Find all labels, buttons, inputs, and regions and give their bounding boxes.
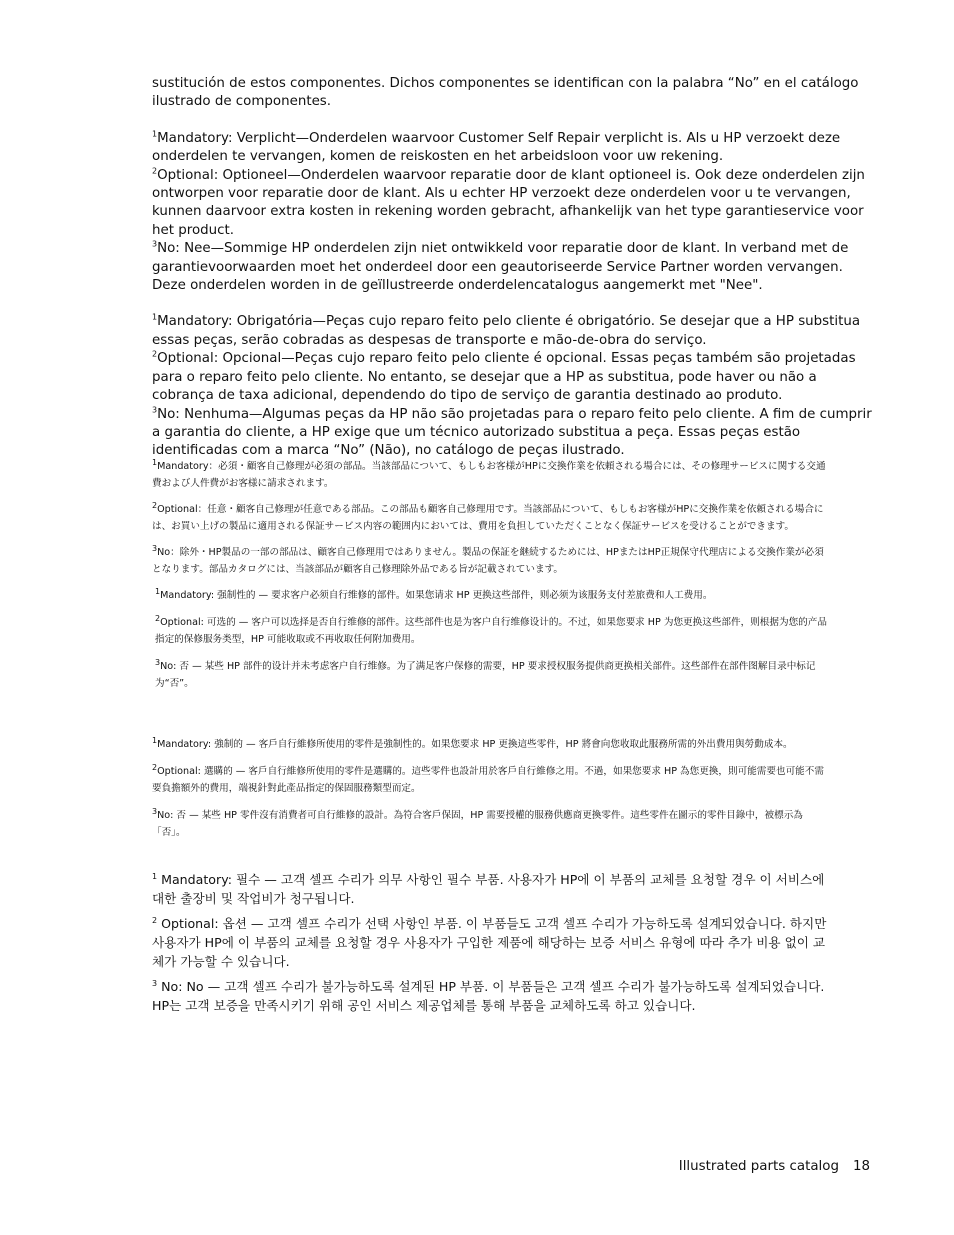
nl-optional: $^2$Optional: Optioneel—Onderdelen waarvoor reparatie door de klant optioneel is. Ook deze onderdelen zijn ontworpen voor reparatie door de klant. Als u echter HP verzoekt deze onderdelen voor u te vervangen, kunnen daarvoor extra kosten in rekening worden gebracht, afhankelijk van het type garantieservice voor het product. — [152, 166, 865, 238]
japanese-section — [152, 458, 832, 587]
korean-section — [152, 870, 832, 1021]
nl-no: $^3$No: Nee—Sommige HP onderdelen zijn niet ontwikkeld voor reparatie door de klant. In verband met de garantievoorwaarden moet het onderdeel door een geautoriseerde Service Partner worden vervangen. Deze onderdelen worden in de geïllustreerde onderdelencatalogus aangemerkt met "Nee". — [152, 239, 849, 294]
ja-optional: $^2$Optional：任意・顧客自己修理が任意である部品。この部品も顧客自己修理用です。当該部品について、もしもお客様がHPに交換作業を依頼される場合には、お買い上げの製品に適用される保証サービス内容の範囲内においては、費用を負担していただくことなく保証サービスを受けることができます。 — [152, 500, 824, 532]
spanish-tail-paragraph: sustitución de estos componentes. Dichos componentes se identifican con la palabra “No” en el catálogo ilustrado de componentes. — [152, 76, 859, 110]
pt-mandatory: $^1$Mandatory: Obrigatória—Peças cujo reparo feito pelo cliente é obrigatório. Se desejar que a HP substitua essas peças, serão cobradas as despesas de transporte e mão-de-obra do serviço. — [152, 313, 861, 348]
ko-optional: $^2$ Optional: 옵션 — 고객 셀프 수리가 선택 사항인 부품. 이 부품들도 고객 셀프 수리가 가능하도록 설계되었습니다. 하지만 사용자가 HP에 이 부품의 교체를 요청할 경우 사용자가 구입한 제품에 해당하는 보증 서비스 유형에 따라 추가 비용 없이 교체가 가능할 수 있습니다. — [152, 915, 827, 969]
ja-mandatory: $^1$Mandatory：必須・顧客自己修理が必須の部品。当該部品について、もしもお客様がHPに交換作業を依頼される場合には、その修理サービスに関する交通費および人件費がお客様に請求されます。 — [152, 457, 826, 489]
zh-cn-optional: $^2$Optional: 可选的 — 客户可以选择是否自行维修的部件。这些部件也是为客户自行维修设计的。不过，如果您要求 HP 为您更换这些部件，则根据为您的产品指定的保修服务类型，HP 可能收取或不再收取任何附加费用。 — [155, 613, 827, 645]
pt-optional: $^2$Optional: Opcional—Peças cujo reparo feito pelo cliente é opcional. Essas peças também são projetadas para o reparo feito pelo cliente. No entanto, se desejar que a HP as substitua, pode haver ou não a cobrança de taxa adicional, dependendo do tipo de serviço de garantia destinado ao produto. — [152, 349, 856, 404]
dutch-section — [152, 130, 872, 296]
zh-cn-no: $^3$No: 否 — 某些 HP 部件的设计并未考虑客户自行维修。为了满足客户保修的需要，HP 要求授权服务提供商更换相关部件。这些部件在部件图解目录中标记为“否”。 — [155, 657, 816, 689]
ja-no: $^3$No：除外・HP製品の一部の部品は、顧客自己修理用ではありません。製品の保証を継続するためには、HPまたはHP正規保守代理店による交換作業が必須となります。部品カタログには、当該部品が顧客自己修理除外品である旨が記載されています。 — [152, 543, 824, 575]
simplified-chinese-section — [155, 587, 835, 702]
ko-no: $^3$ No: No — 고객 셀프 수리가 불가능하도록 설계된 HP 부품. 이 부품들은 고객 셀프 수리가 불가능하도록 설계되었습니다. HP는 고객 보증을 만족시키기 위해 공인 서비스 제공업체를 통해 부품을 교체하도록 하고 있습니다. — [152, 978, 825, 1013]
nl-mandatory: $^1$Mandatory: Verplicht—Onderdelen waarvoor Customer Self Repair verplicht is. Als u HP verzoekt deze onderdelen te vervangen, komen de reiskosten en het arbeidsloon voor uw rekening. — [152, 129, 841, 165]
body-text — [152, 75, 872, 461]
pt-no: $^3$No: Nenhuma—Algumas peças da HP não são projetadas para o reparo feito pelo cliente. A fim de cumprir a garantia do cliente, a HP exige que um técnico autorizado substitua a peça. Essas peças estão identificadas com a marca “No” (Não), no catálogo de peças ilustrado. — [152, 405, 872, 459]
zh-cn-mandatory: $^1$Mandatory: 强制性的 — 要求客户必须自行维修的部件。如果您请求 HP 更换这些部件，则必须为该服务支付差旅费和人工费用。 — [155, 586, 713, 601]
zh-tw-no: $^3$No: 否 — 某些 HP 零件沒有消費者可自行維修的設計。為符合客戶保固，HP 需要授權的服務供應商更換零件。這些零件在圖示的零件目錄中，被標示為「否」。 — [152, 806, 803, 838]
zh-tw-optional: $^2$Optional: 選購的 — 客戶自行維修所使用的零件是選購的。這些零件也設計用於客戶自行維修之用。不過，如果您要求 HP 為您更換，則可能需要也可能不需要負擔額外的費用，端視針對此產品指定的保固服務類型而定。 — [152, 762, 824, 794]
page-number: 18 — [852, 1159, 870, 1174]
traditional-chinese-section — [152, 736, 832, 851]
portuguese-section — [152, 313, 872, 460]
ko-mandatory: $^1$ Mandatory: 필수 — 고객 셀프 수리가 의무 사항인 필수 부품. 사용자가 HP에 이 부품의 교체를 요청할 경우 이 서비스에 대한 출장비 및 작업비가 청구됩니다. — [152, 871, 825, 906]
zh-tw-mandatory: $^1$Mandatory: 強制的 — 客戶自行維修所使用的零件是強制性的。如果您要求 HP 更換這些零件，HP 將會向您收取此服務所需的外出費用與勞動成本。 — [152, 735, 793, 750]
page-footer — [665, 1159, 870, 1174]
footer-section-title: Illustrated parts catalog — [678, 1159, 839, 1174]
